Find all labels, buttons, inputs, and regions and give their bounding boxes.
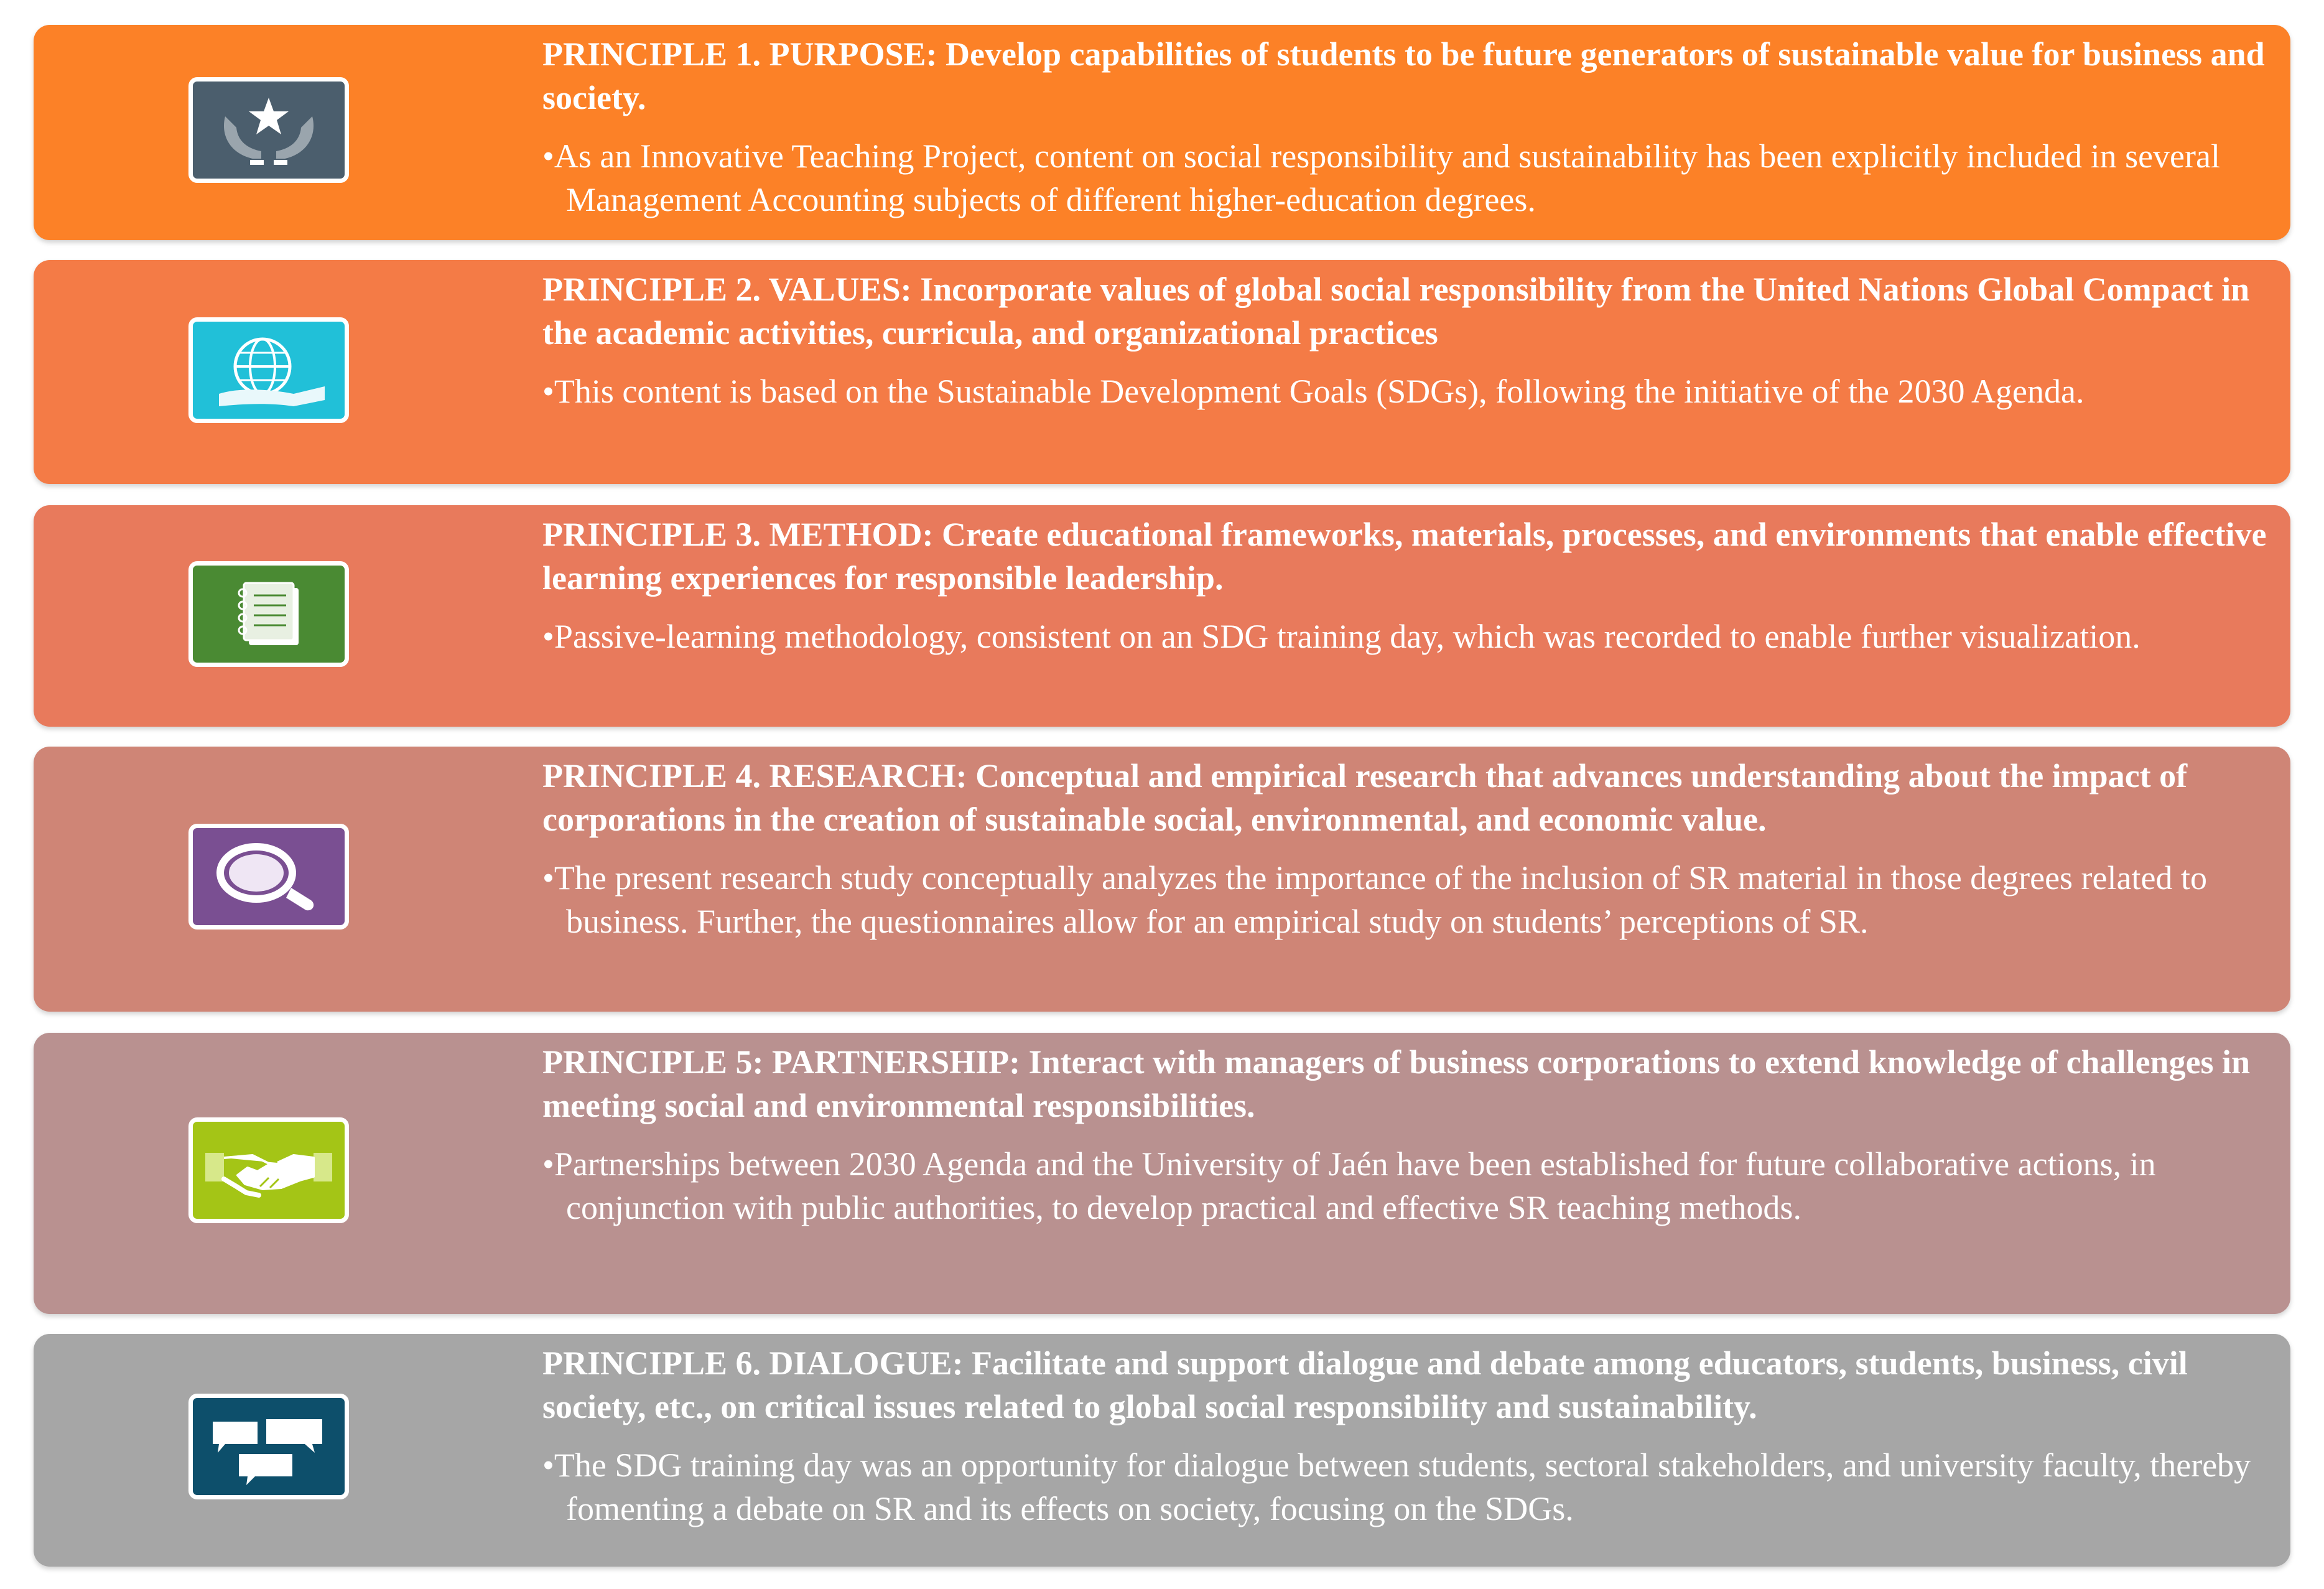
principle-heading-3: PRINCIPLE 3. METHOD: Create educational frameworks, materials, processes, and environments that enable effective learning experiences for responsible leadership. [542,516,2267,597]
principle-heading-1: PRINCIPLE 1. PURPOSE: Develop capabilities of students to be future generators of sustainable value for business and society. [542,35,2265,116]
icon-box-1 [188,77,349,183]
principle-panel-4 [34,747,2290,1012]
principle-bullet-5: •Partnerships between 2030 Agenda and the University of Jaén have been established for future collaborative actions, in conjunction with public authorities, to develop practical and effective SR teaching methods. [542,1145,2156,1226]
notebook-icon [200,571,337,658]
handshake-icon [200,1127,337,1214]
principle-bullet-4: •The present research study conceptually analyzes the importance of the inclusion of SR material in those degrees related to business. Further, the questionnaires allow for an empirical study on students’ perceptions of SR. [542,859,2207,940]
magnifying-glass-icon [200,833,337,920]
icon-box-5 [188,1117,349,1223]
principle-heading-6: PRINCIPLE 6. DIALOGUE: Facilitate and support dialogue and debate among educators, students, business, civil society, etc., on critical issues related to global social responsibility and sustainability. [542,1344,2188,1425]
principle-bullet-text-5: Partnerships between 2030 Agenda and the University of Jaén have been established for future collaborative actions, in conjunction with public authorities, to develop practical and effective SR teaching methods. [554,1145,2156,1226]
principle-panel-5 [34,1033,2290,1314]
principle-heading-4: PRINCIPLE 4. RESEARCH: Conceptual and empirical research that advances understanding about the impact of corporations in the creation of sustainable social, environmental, and economic value. [542,757,2188,838]
principle-bullet-text-2: This content is based on the Sustainable Development Goals (SDGs), following the initiative of the 2030 Agenda. [554,373,2085,410]
principle-bullet-6: •The SDG training day was an opportunity for dialogue between students, sectoral stakeholders, and university faculty, thereby fomenting a debate on SR and its effects on society, focusing on the SDGs. [542,1447,2251,1527]
principle-bullet-text-3: Passive-learning methodology, consistent on an SDG training day, which was recorded to enable further visualization. [554,618,2140,655]
principle-panel-6 [34,1334,2290,1567]
principle-heading-2: PRINCIPLE 2. VALUES: Incorporate values of global social responsibility from the United Nations Global Compact in the academic activities, curricula, and organizational practices [542,271,2250,352]
principle-bullet-3: •Passive-learning methodology, consistent on an SDG training day, which was recorded to enable further visualization. [542,618,2140,655]
principle-bullet-text-4: The present research study conceptually analyzes the importance of the inclusion of SR material in those degrees related to business. Further, the questionnaires allow for an empirical study on students’ perceptions of SR. [554,859,2207,940]
principle-panel-1 [34,25,2290,240]
principle-bullet-text-1: As an Innovative Teaching Project, content on social responsibility and sustainability has been explicitly included in several Management Accounting subjects of different higher-education degrees. [554,137,2220,218]
principle-bullet-text-6: The SDG training day was an opportunity for dialogue between students, sectoral stakeholders, and university faculty, thereby fomenting a debate on SR and its effects on society, focusing on the SDGs. [554,1447,2251,1527]
principle-panel-3 [34,505,2290,727]
principle-heading-5: PRINCIPLE 5: PARTNERSHIP: Interact with managers of business corporations to extend knowledge of challenges in meeting social and environmental responsibilities. [542,1043,2251,1124]
principle-panel-2 [34,260,2290,484]
principle-bullet-2: •This content is based on the Sustainable Development Goals (SDGs), following the initiative of the 2030 Agenda. [542,373,2085,410]
principle-bullet-1: •As an Innovative Teaching Project, content on social responsibility and sustainability has been explicitly included in several Management Accounting subjects of different higher-education degrees. [542,137,2220,218]
globe-in-hand-icon [200,327,337,414]
icon-box-4 [188,824,349,930]
icon-box-3 [188,561,349,667]
icon-box-2 [188,317,349,423]
icon-box-6 [188,1394,349,1499]
hands-holding-star-icon [200,86,337,174]
speech-bubbles-icon [200,1403,337,1490]
